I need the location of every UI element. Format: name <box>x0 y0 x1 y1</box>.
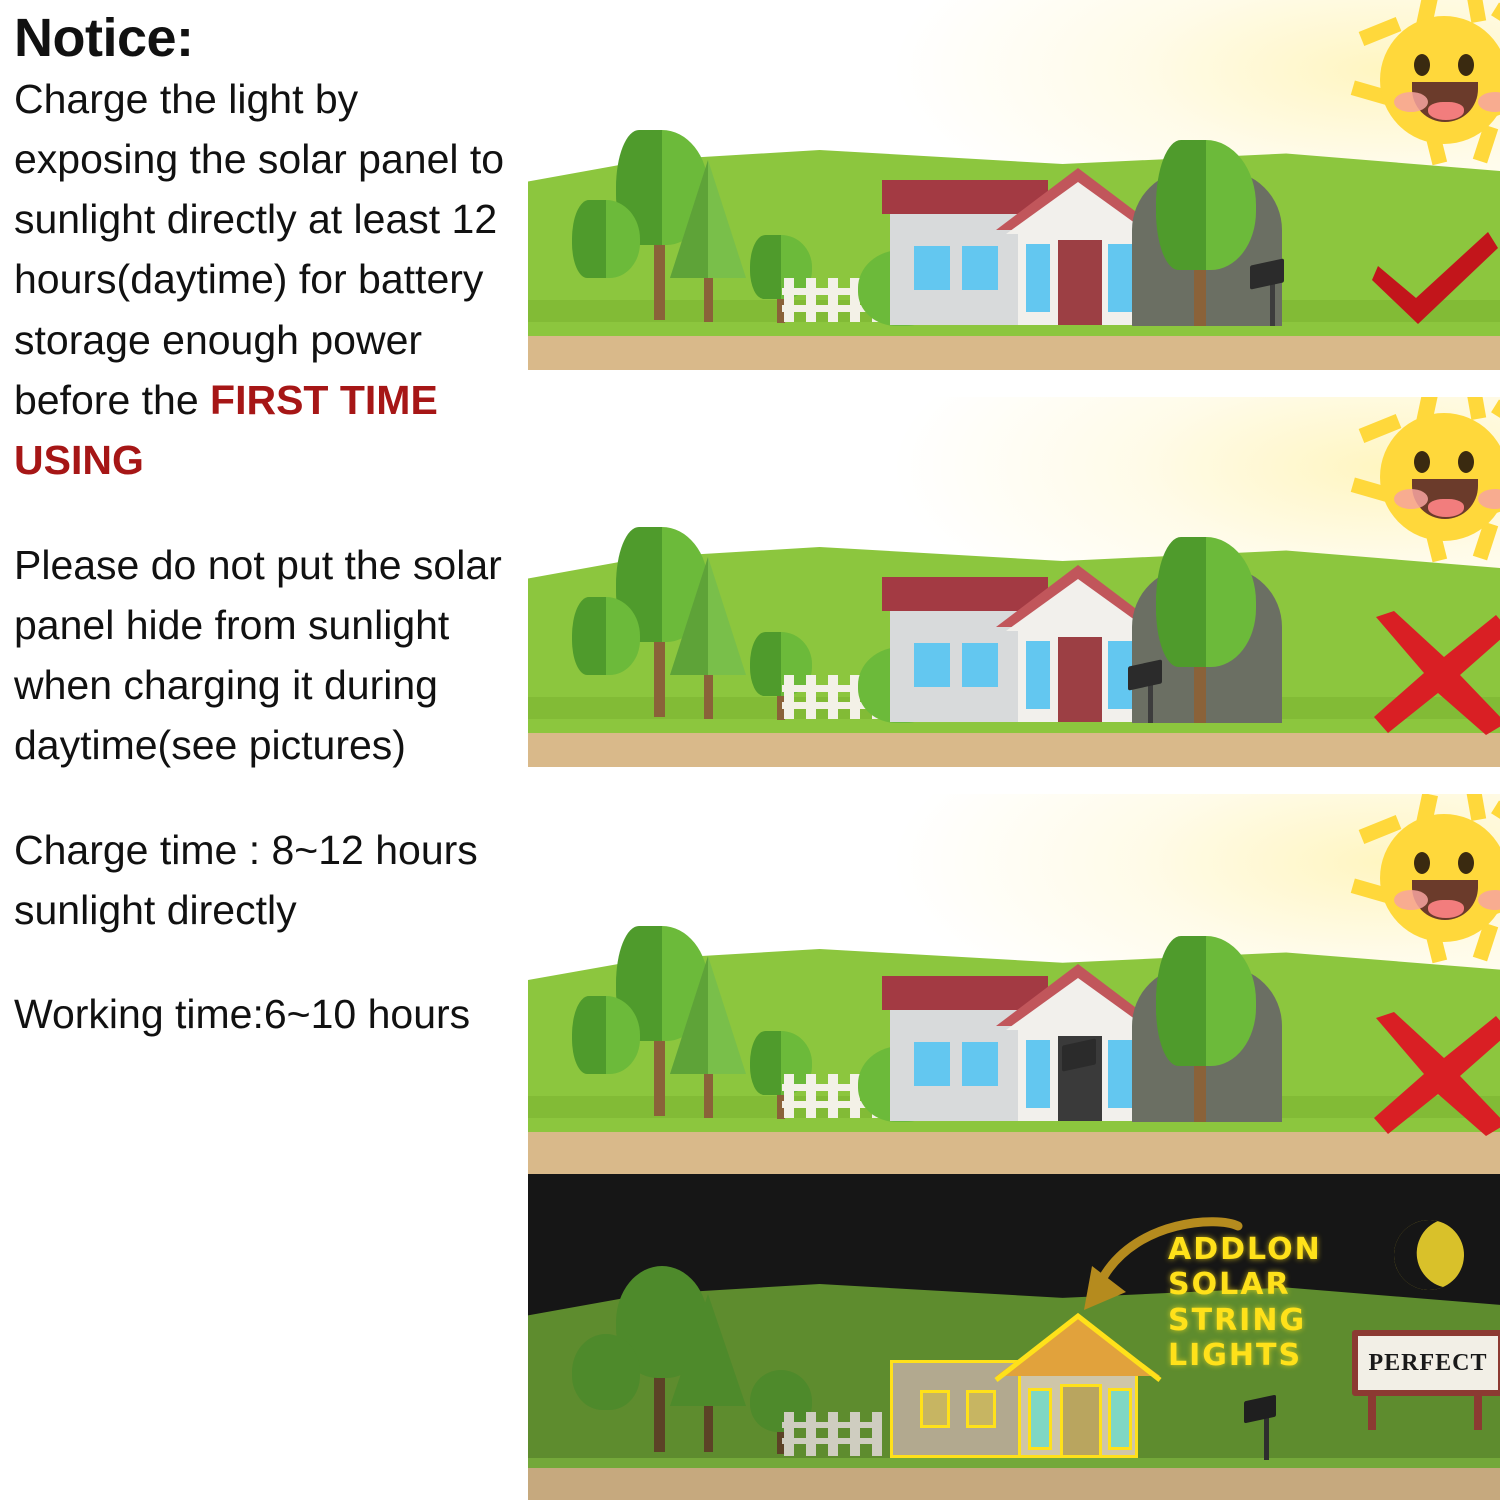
fence-post <box>806 675 816 719</box>
pine-tree-shade-icon <box>670 160 708 278</box>
house-window <box>1108 1040 1132 1108</box>
fence-post <box>828 1412 838 1456</box>
brand-line-2: SOLAR <box>1168 1267 1291 1303</box>
solar-lamp-pole <box>1264 1418 1269 1460</box>
house-window <box>962 246 998 290</box>
ground-dirt <box>528 727 1500 767</box>
house-window <box>966 1390 996 1428</box>
fence-post <box>784 675 794 719</box>
house-window <box>962 1042 998 1086</box>
house-window <box>962 643 998 687</box>
house-door <box>1058 240 1102 325</box>
page-title: Notice: <box>14 8 194 68</box>
fence-post <box>828 278 838 322</box>
tree-foliage-shade-icon <box>1156 936 1206 1066</box>
house-window <box>1026 244 1050 312</box>
pine-tree-icon <box>670 1294 746 1406</box>
instruction-paragraph-3: Charge time : 8~12 hours sunlight directly <box>14 826 478 933</box>
fence-post <box>784 1412 794 1456</box>
status-badge-cross-icon <box>1364 609 1500 739</box>
instruction-paragraph-1-highlight: FIRST TIME USING <box>14 377 438 484</box>
tree-foliage-shade-icon <box>1156 537 1206 667</box>
fence-post <box>850 1412 860 1456</box>
house-gable-face <box>1006 579 1150 631</box>
instruction-paragraph-4: Working time:6~10 hours <box>14 991 471 1038</box>
fence-post <box>806 1412 816 1456</box>
house-window <box>1026 1040 1050 1108</box>
tree-foliage-shade-icon <box>572 200 606 278</box>
house-window <box>914 246 950 290</box>
ground-dirt <box>528 1464 1500 1500</box>
fence-post <box>872 1412 882 1456</box>
pine-tree-shade-icon <box>670 956 708 1074</box>
status-badge-check-icon <box>1364 222 1500 332</box>
house-window <box>920 1390 950 1428</box>
tree-foliage-shade-icon <box>572 996 606 1074</box>
house-door <box>1058 637 1102 722</box>
tree-foliage-icon <box>572 1334 640 1410</box>
status-badge-cross-icon <box>1364 1010 1500 1140</box>
fence-post <box>828 1074 838 1118</box>
tree-foliage-shade-icon <box>1156 140 1206 270</box>
house-window <box>914 1042 950 1086</box>
brand-line-4: LIGHTS <box>1168 1338 1303 1374</box>
instructions-text-column <box>14 10 514 1490</box>
panel-night-result <box>528 1174 1500 1500</box>
ground-dirt <box>528 330 1500 370</box>
panel-wrong-shade <box>528 397 1500 787</box>
fence-post <box>784 1074 794 1118</box>
instruction-paragraph-1 <box>14 69 514 491</box>
fence-post <box>784 278 794 322</box>
house-window <box>1108 1388 1132 1450</box>
instruction-paragraph-1-text: Charge the light by exposing the solar panel to sunlight directly at least 12 hours(daytime) for battery storage enough power before the <box>14 75 505 424</box>
tree-foliage-shade-icon <box>750 235 781 299</box>
panel-correct <box>528 0 1500 390</box>
pine-tree-shade-icon <box>670 557 708 675</box>
fence-post <box>806 278 816 322</box>
house-door <box>1060 1384 1102 1458</box>
brand-line-1: ADDLON <box>1168 1232 1322 1267</box>
solar-lamp-pole <box>1270 282 1275 326</box>
tree-foliage-shade-icon <box>750 1031 781 1095</box>
illustration-panels <box>528 0 1500 1500</box>
house-gable-face <box>1006 978 1150 1030</box>
house-window <box>1028 1388 1052 1450</box>
brand-text <box>1168 1232 1322 1374</box>
fence-post <box>828 675 838 719</box>
house-window <box>1026 641 1050 709</box>
perfect-sign: PERFECT <box>1352 1330 1500 1396</box>
instruction-paragraph-2: Please do not put the solar panel hide from sunlight when charging it during daytime(see pictures) <box>14 541 502 769</box>
solar-lamp-pole <box>1148 685 1153 723</box>
ground-dirt <box>528 1126 1500 1174</box>
tree-foliage-shade-icon <box>750 632 781 696</box>
house-gable-face <box>1006 182 1150 234</box>
house-window <box>914 643 950 687</box>
fence-post <box>806 1074 816 1118</box>
tree-foliage-shade-icon <box>572 597 606 675</box>
house-window <box>1108 244 1132 312</box>
brand-line-3: STRING <box>1168 1302 1307 1338</box>
panel-wrong-window <box>528 794 1500 1174</box>
